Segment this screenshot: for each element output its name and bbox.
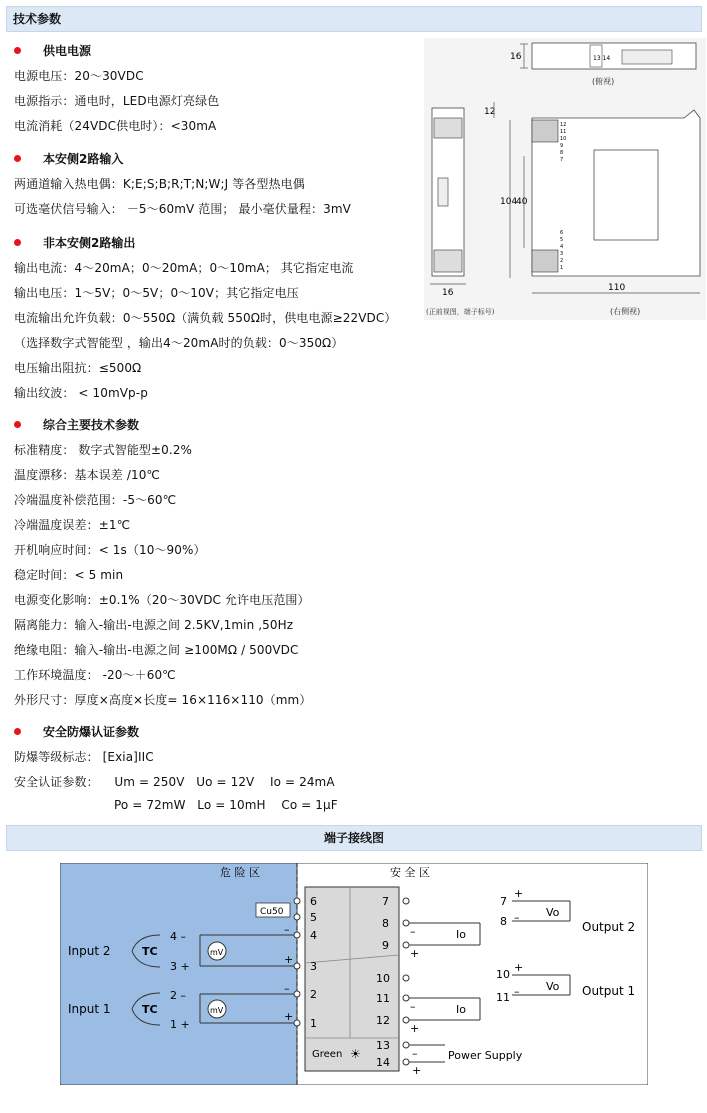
spec-line: 可选毫伏信号输入： －5～60mV 范围； 最小毫伏量程：3mV [14,202,351,216]
spec-line: Po = 72mW Lo = 10mH Co = 1μF [114,798,338,812]
minus-sign: – [514,911,520,924]
spec-line: 工作环境温度： -20～＋60℃ [14,668,176,682]
led-icon: ☀ [350,1047,361,1061]
side-terminal-label: 12 [560,122,567,128]
spec-line: 绝缘电阻：输入-输出-电源之间 ≥100MΩ / 500VDC [14,643,299,657]
plus-sign: + [410,1022,420,1035]
terminal-sign: 3 + [170,960,190,973]
spec-line: 电流输出允许负载：0～550Ω（满负载 550Ω时，供电电源≥22VDC） [14,311,397,325]
plus-sign: + [284,953,294,966]
terminal-label: 11 [496,991,510,1004]
side-view-caption: (右侧视) [610,307,641,316]
spec-line: 电源电压：20～30VDC [14,69,144,83]
side-terminal-label: 3 [560,251,564,257]
side-terminal-label: 1 [560,265,564,271]
output1-label: Output 1 [582,984,636,998]
tc-label: TC [142,1003,158,1016]
section-title: 供电电源 [14,42,91,59]
dim-label: 110 [608,283,626,293]
section-title: 非本安侧2路输出 [14,234,135,251]
dim-label: 40 [516,197,528,207]
top-terminal-label: 13 14 [593,55,611,62]
bullet-icon [14,728,21,735]
output2-label: Output 2 [582,920,636,934]
dim-label: 104 [500,197,518,207]
spec-line: 外形尺寸：厚度×高度×长度= 16×116×110（mm） [14,693,312,707]
spec-line: 输出纹波： < 10mVp-p [14,386,148,400]
bullet-icon [14,421,21,428]
spec-line: 输出电压：1～5V；0～5V；0～10V；其它指定电压 [14,286,299,300]
spec-line: 输出电流：4～20mA；0～20mA；0～10mA； 其它指定电流 [14,261,354,275]
vo-label: Vo [546,980,560,993]
terminal-label: 9 [382,939,389,952]
terminal-label: 6 [310,895,317,908]
spec-line: 隔离能力：输入-输出-电源之间 2.5KV,1min ,50Hz [14,618,294,632]
side-terminal-label: 11 [560,129,567,135]
spec-line: 电压输出阻抗：≤500Ω [14,361,142,375]
terminal-label: 8 [382,917,389,930]
side-terminal-label: 7 [560,157,564,163]
plus-sign: + [412,1064,422,1077]
spec-line: 电源指示：通电时，LED电源灯亮绿色 [14,94,220,108]
terminal-label: 14 [376,1056,390,1069]
dim-label: 12 [484,107,496,117]
side-terminal-label: 2 [560,258,564,264]
spec-line: 安全认证参数： Um = 250V Uo = 12V Io = 24mA [14,775,335,789]
minus-sign: – [514,985,520,998]
tech-params-header: 技术参数 [6,6,702,32]
minus-sign: – [284,982,290,995]
spec-line: 两通道输入热电偶：K;E;S;B;R;T;N;W;J 等各型热电偶 [14,177,305,191]
minus-sign: – [410,925,416,938]
side-terminal-label: 8 [560,150,564,156]
terminal-label: 2 [310,988,317,1001]
spec-line: 开机响应时间：< 1s（10～90%） [14,543,206,557]
vo-label: Vo [546,906,560,919]
minus-sign: – [410,1000,416,1013]
terminal-label: 5 [310,911,317,924]
tc-label: TC [142,945,158,958]
io-label: Io [456,928,466,941]
spec-line: 冷端温度误差：±1℃ [14,518,131,532]
plus-sign: + [514,887,524,900]
section-title: 本安侧2路输入 [14,150,123,167]
spec-line: 温度漂移：基本误差 /10℃ [14,468,161,482]
side-terminal-label: 10 [560,136,567,142]
minus-sign: – [284,923,290,936]
hazard-area-label: 危 险 区 [220,866,260,879]
terminal-label: 4 [310,929,317,942]
terminal-label: 10 [496,968,510,981]
terminal-label: 1 [310,1017,317,1030]
bullet-icon [14,155,21,162]
section-title: 安全防爆认证参数 [14,723,139,740]
spec-line: 电源变化影响：±0.1%（20～30VDC 允许电压范围） [14,593,310,607]
terminal-sign: 4 – [170,930,186,943]
dim-label: 16 [510,52,522,62]
side-terminal-label: 5 [560,237,564,243]
spec-line: 电流消耗（24VDC供电时）：<30mA [14,119,217,133]
section-title: 综合主要技术参数 [14,416,139,433]
input1-label: Input 1 [68,1002,111,1016]
terminal-label: 13 [376,1039,390,1052]
spec-line: 稳定时间：< 5 min [14,568,124,582]
mv-label: mV [210,948,224,957]
front-view-caption: (正前视图，端子标号) [426,308,495,316]
dimension-drawing [424,38,706,320]
minus-sign: – [412,1047,418,1060]
terminal-label: 11 [376,992,390,1005]
plus-sign: + [514,961,524,974]
terminal-label: 10 [376,972,390,985]
spec-line: 冷端温度补偿范围：-5～60℃ [14,493,177,507]
cu50-label: Cu50 [260,907,284,917]
side-terminal-label: 6 [560,230,564,236]
terminal-label: 12 [376,1014,390,1027]
spec-line: 防爆等级标志： [Exia]IIC [14,750,154,764]
mv-label: mV [210,1006,224,1015]
side-terminal-label: 4 [560,244,564,250]
plus-sign: + [410,947,420,960]
terminal-label: 7 [382,895,389,908]
dim-label: 16 [442,288,454,298]
safe-area-label: 安 全 区 [390,866,430,879]
terminal-sign: 1 + [170,1018,190,1031]
top-view-caption: (俯视) [592,77,615,86]
plus-sign: + [284,1010,294,1023]
terminal-label: 7 [500,895,507,908]
terminal-label: 3 [310,960,317,973]
wiring-diagram [60,863,648,1085]
io-label: Io [456,1003,466,1016]
side-terminal-label: 9 [560,143,564,149]
spec-line: （选择数字式智能型 ，输出4～20mA时的负载：0～350Ω） [14,336,344,350]
bullet-icon [14,47,21,54]
power-supply-label: Power Supply [448,1049,523,1062]
wiring-header: 端子接线图 [6,825,702,851]
input2-label: Input 2 [68,944,111,958]
led-green-label: Green [312,1049,343,1060]
spec-line: 标准精度： 数字式智能型±0.2% [14,443,193,457]
bullet-icon [14,239,21,246]
terminal-label: 8 [500,915,507,928]
terminal-sign: 2 – [170,989,186,1002]
